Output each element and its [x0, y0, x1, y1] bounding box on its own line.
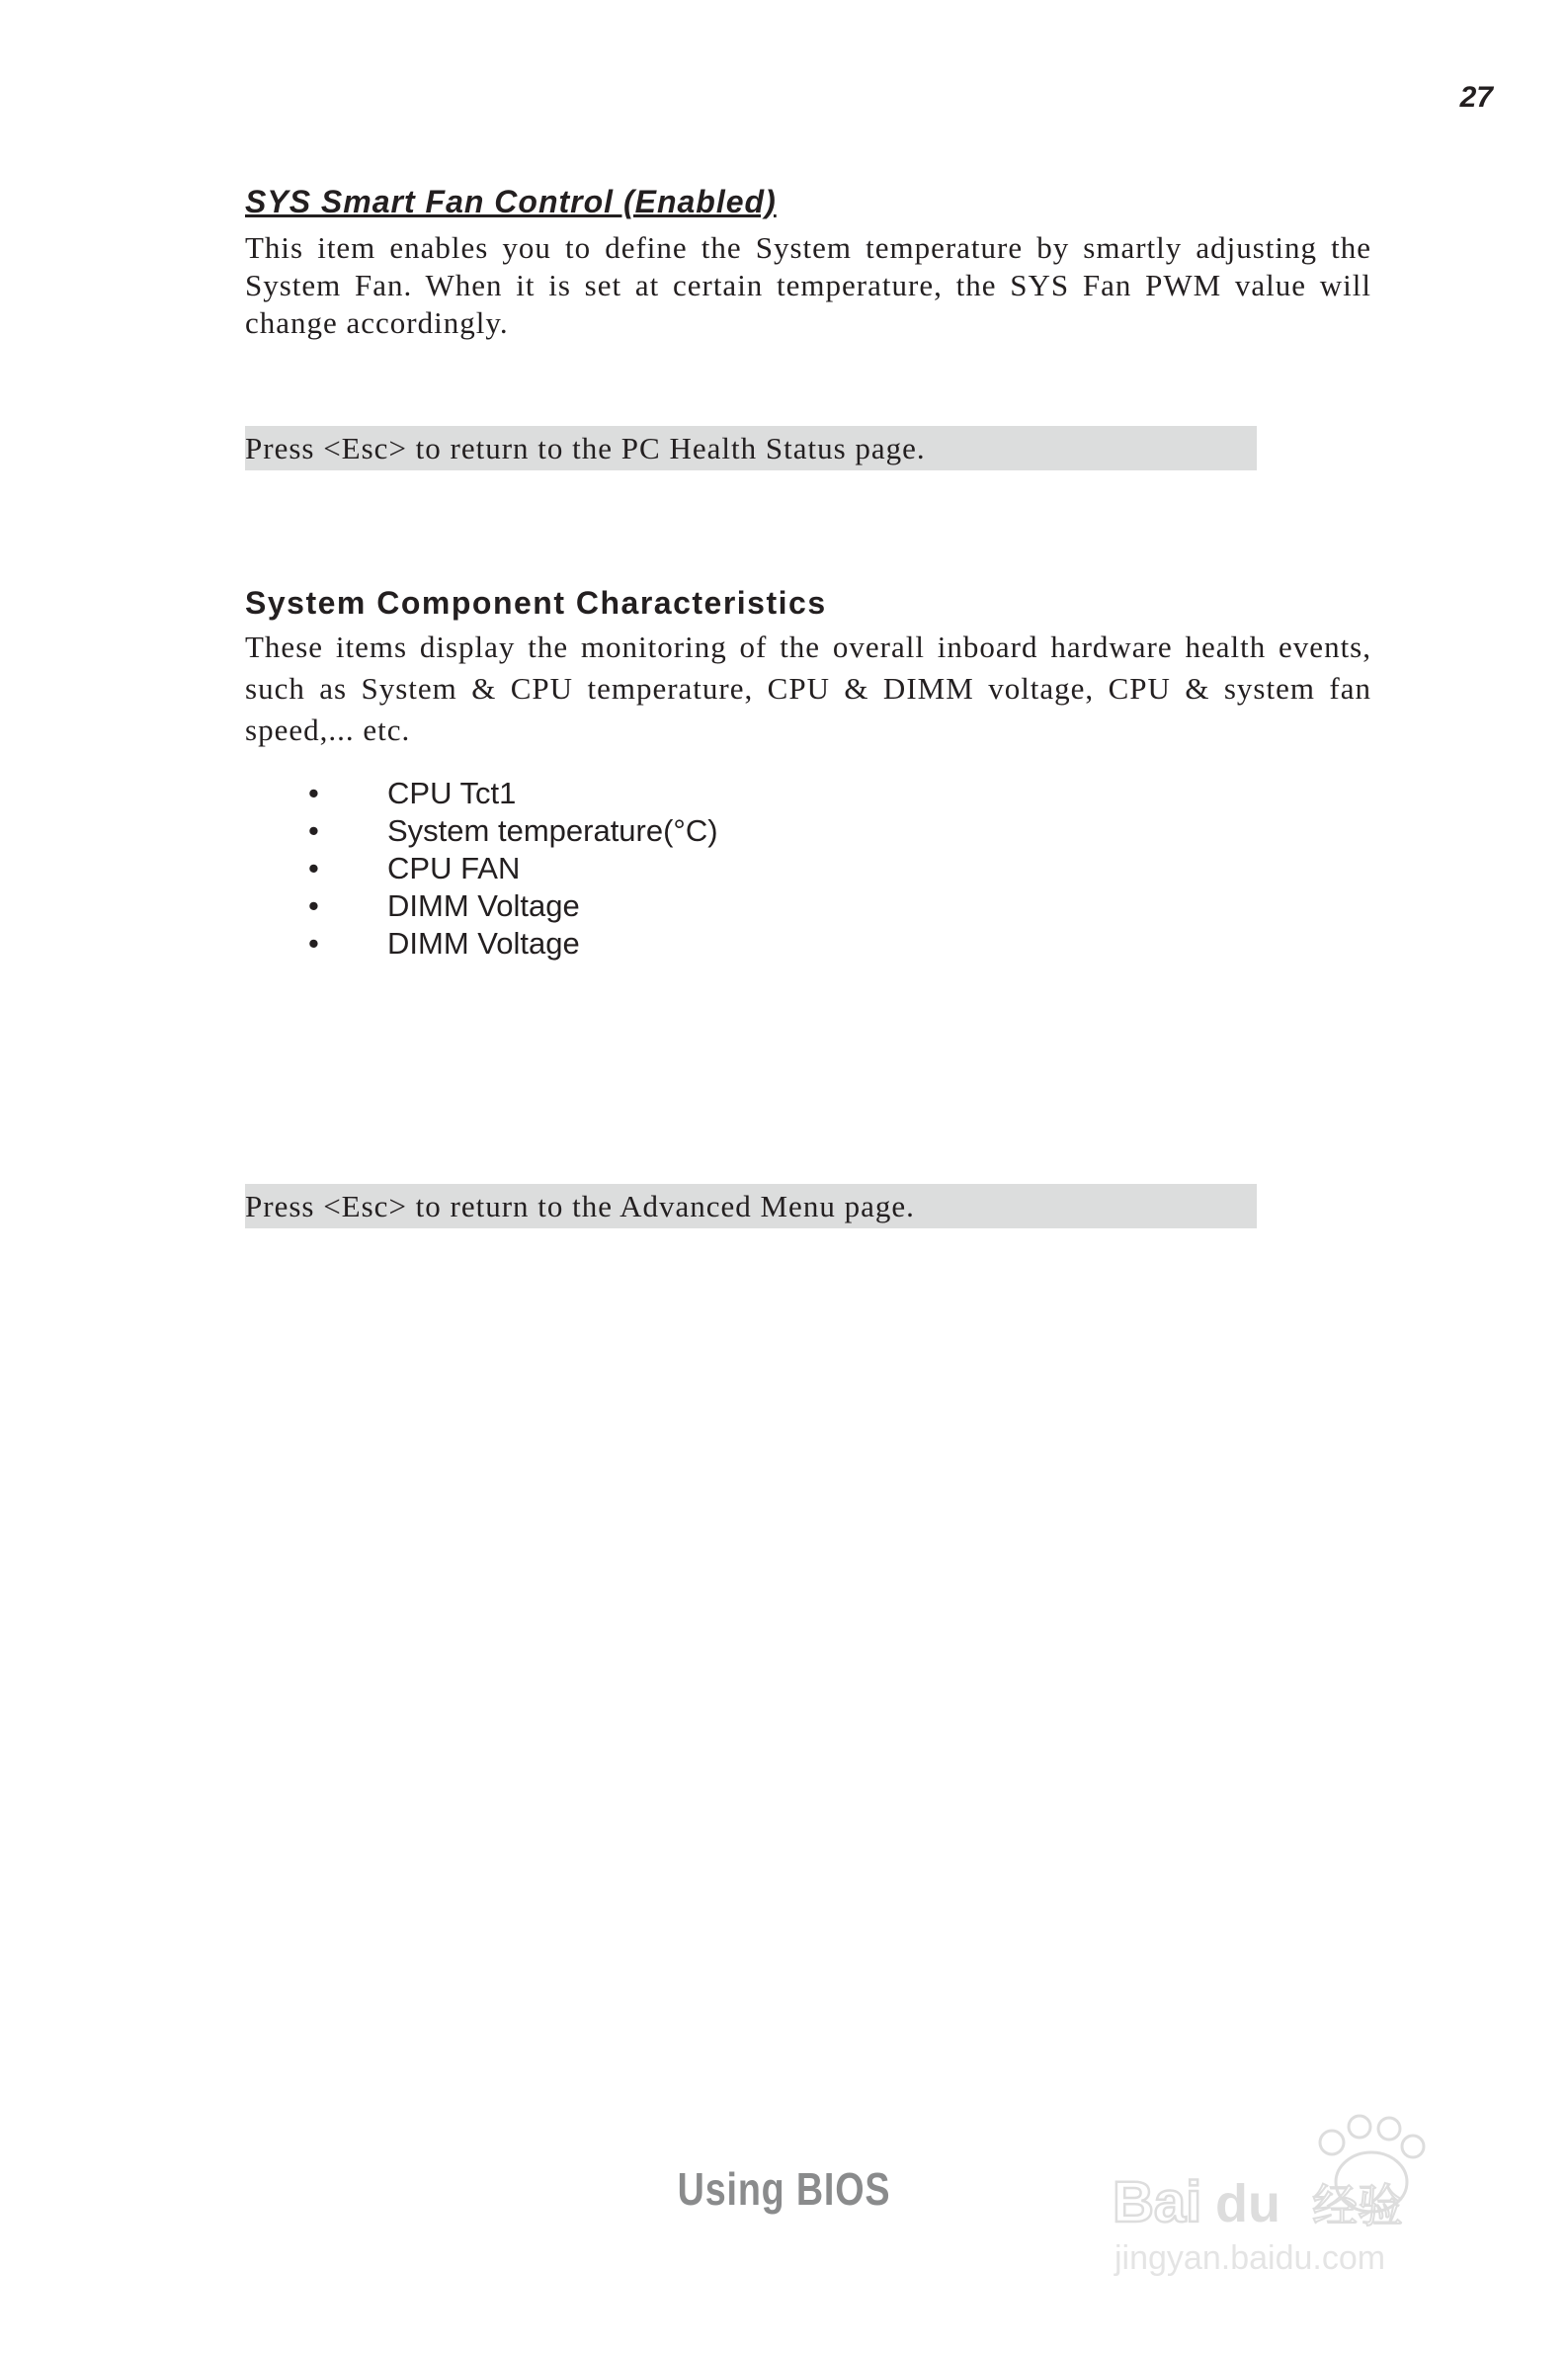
list-item [308, 887, 718, 925]
system-component-heading: System Component Characteristics [245, 585, 827, 621]
bullet-icon: • [308, 926, 319, 961]
bullet-icon: • [308, 813, 319, 848]
page-number: 27 [1459, 81, 1493, 114]
list-item [308, 812, 718, 850]
list-item-label: DIMM Voltage [387, 888, 580, 923]
system-component-description: These items display the monitoring of the overall inboard hardware health events, such as System & CPU temperature, CPU & DIMM voltage, CPU & system fan speed,... etc. [245, 630, 1371, 747]
sys-smart-fan-description: This item enables you to define the System temperature by smartly adjusting the System Fan. When it is set at certain temperature, the SYS Fan PWM value will change accordingly. [245, 230, 1371, 340]
monitor-item-list [308, 775, 718, 963]
svg-text:Bai: Bai [1113, 2170, 1202, 2234]
list-item-label: System temperature(°C) [387, 813, 718, 848]
sys-smart-fan-heading: SYS Smart Fan Control (Enabled) [245, 184, 777, 219]
list-item-label: CPU FAN [387, 851, 521, 885]
list-item-label: CPU Tct1 [387, 776, 517, 810]
list-item [308, 850, 718, 887]
svg-text:du: du [1215, 2174, 1280, 2233]
svg-text:经验: 经验 [1312, 2179, 1403, 2232]
svg-text:jingyan.baidu.com: jingyan.baidu.com [1114, 2239, 1386, 2277]
bullet-icon: • [308, 851, 319, 885]
baidu-jingyan-watermark-logo [1105, 2103, 1470, 2281]
list-item [308, 775, 718, 812]
bullet-icon: • [308, 888, 319, 923]
esc-note-pc-health: Press <Esc> to return to the PC Health Status page. [245, 426, 1257, 470]
list-item-label: DIMM Voltage [387, 926, 580, 961]
footer-title: Using BIOS [677, 2163, 891, 2215]
esc-note-advanced-menu: Press <Esc> to return to the Advanced Menu page. [245, 1184, 1257, 1228]
list-item [308, 925, 718, 963]
bullet-icon: • [308, 776, 319, 810]
